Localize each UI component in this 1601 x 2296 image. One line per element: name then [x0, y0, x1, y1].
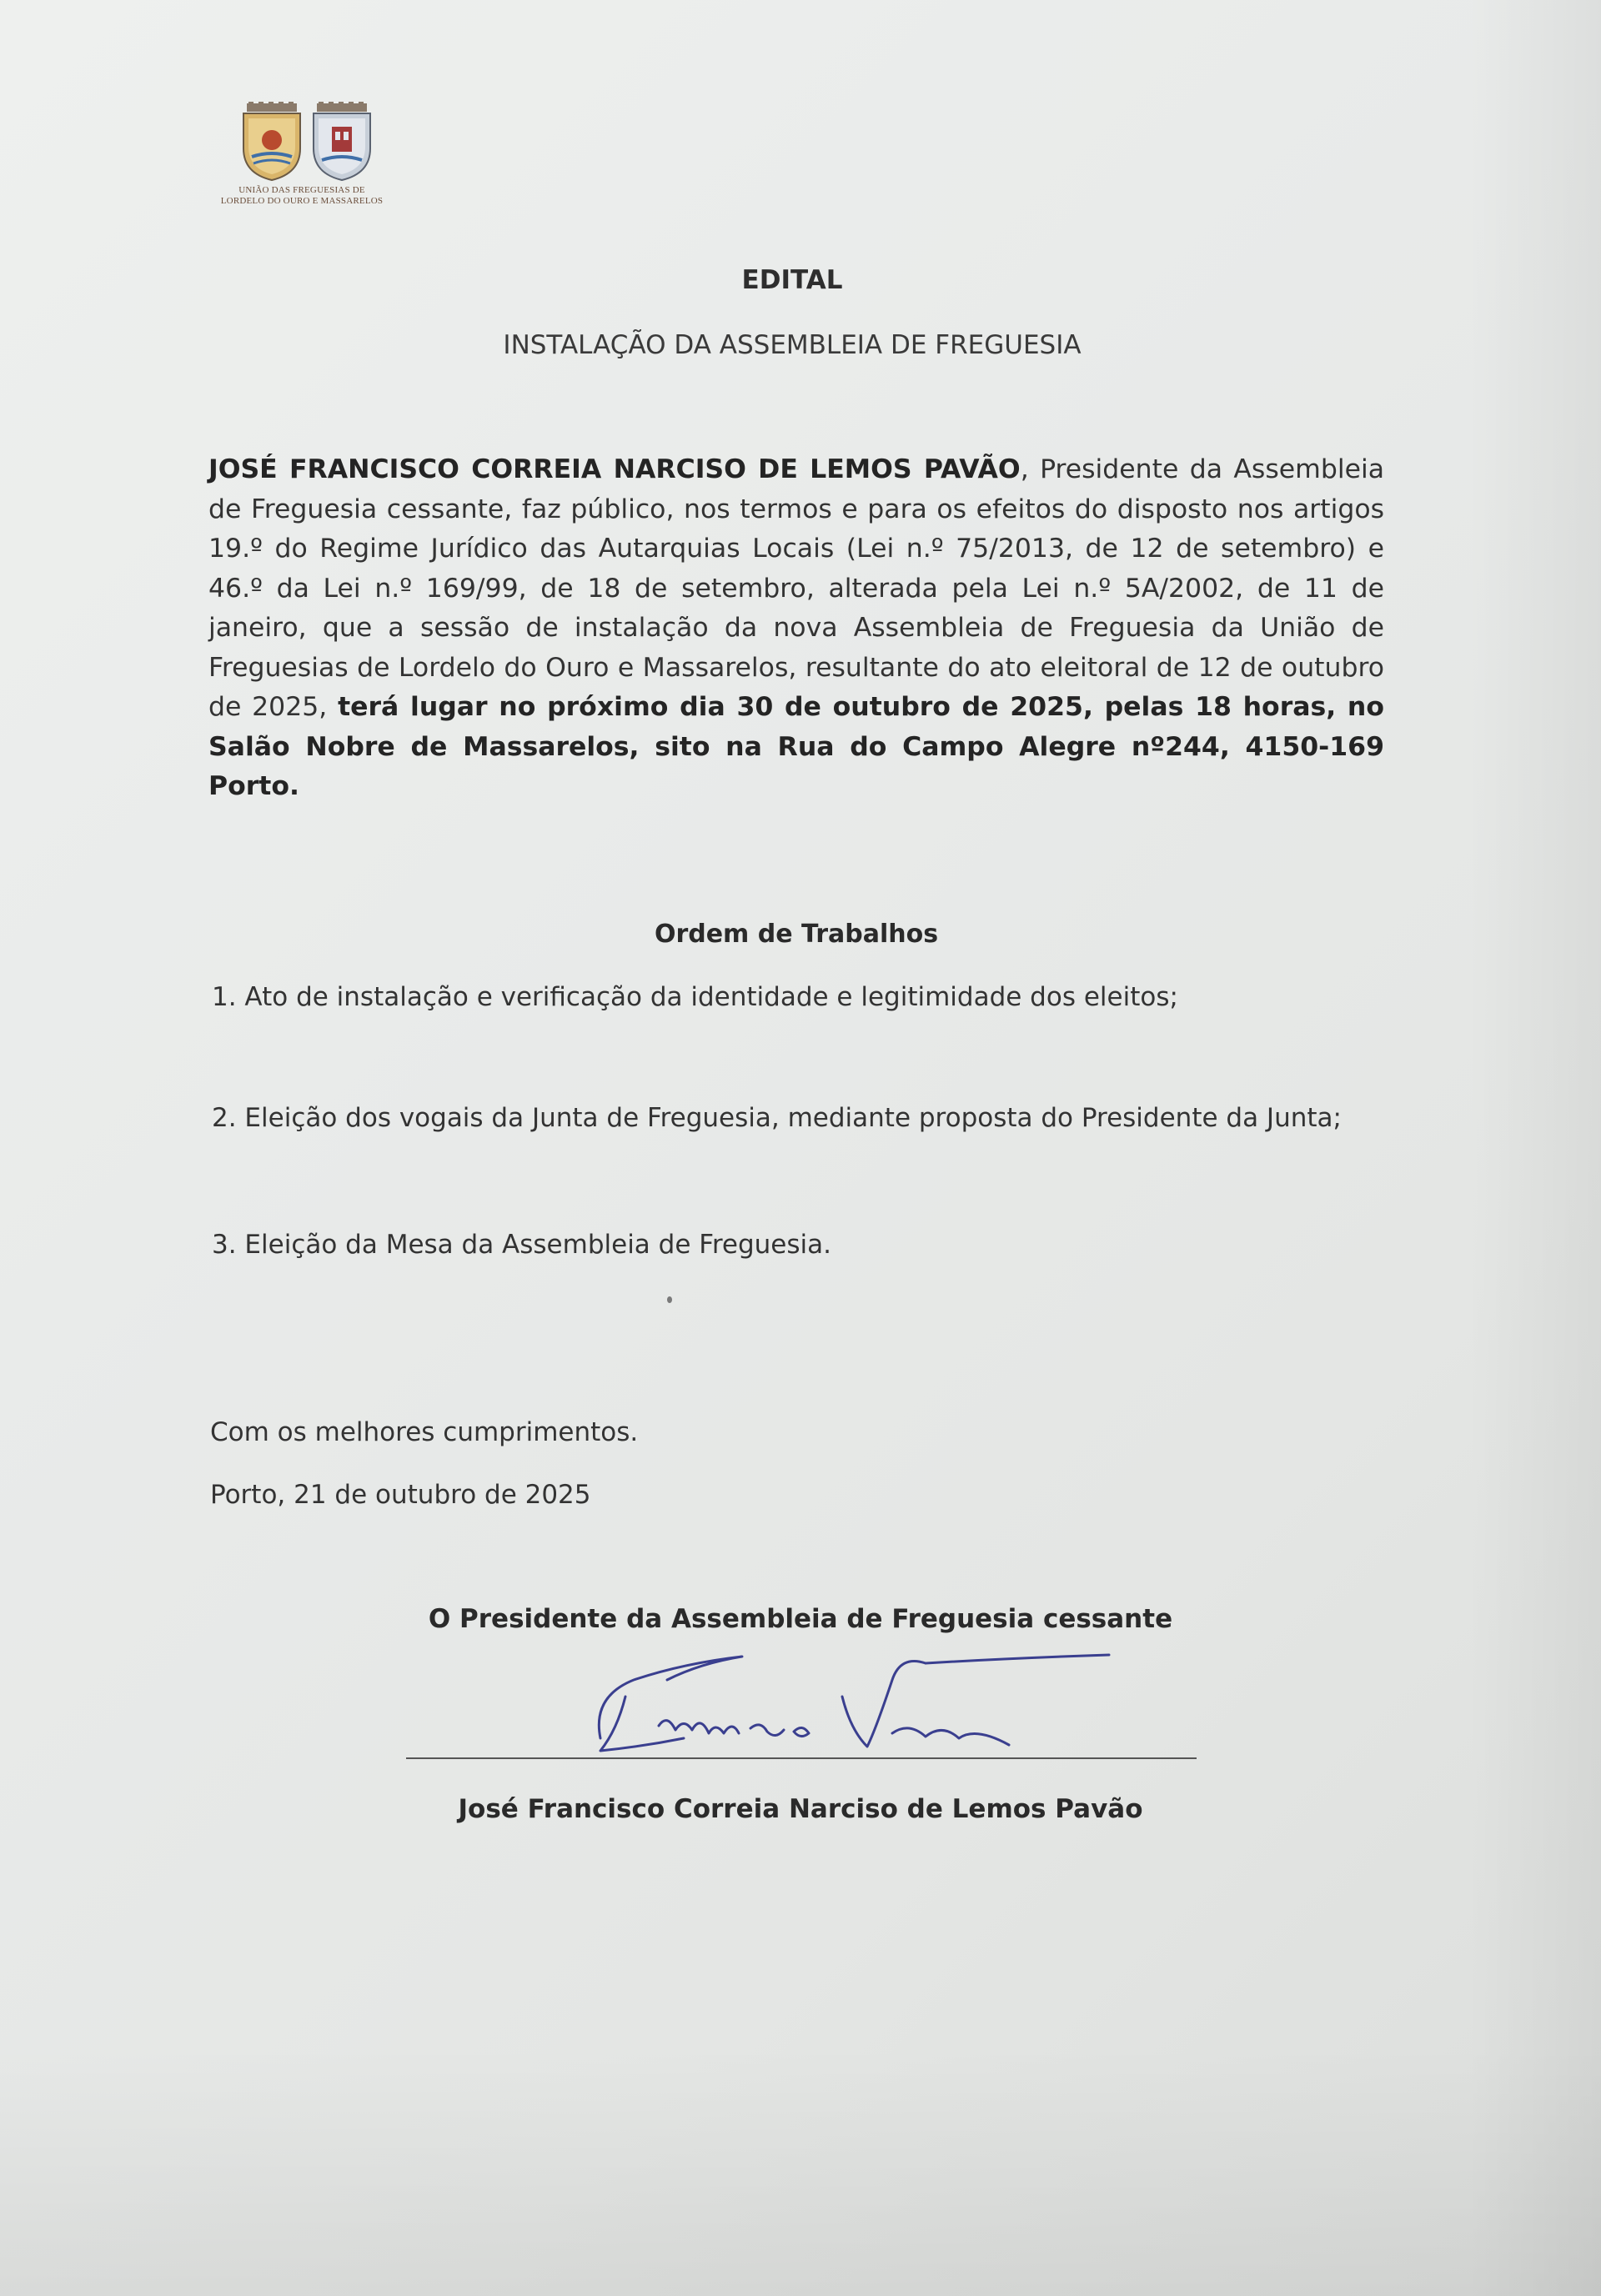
meeting-details: terá lugar no próximo dia 30 de outubro de 2025, pelas 18 horas, no Salão Nobre de Massarelos, sito na Rua do Campo Alegre nº244, 4150-169 Porto. — [208, 692, 1384, 801]
signatory-title: O Presidente da Assembleia de Freguesia cessante — [428, 1604, 1173, 1634]
notice-body — [208, 450, 1384, 807]
agenda-item: 2. Eleição dos vogais da Junta de Freguesia, mediante proposta do Presidente da Junta; — [212, 1103, 1342, 1133]
logo-caption-line-2: LORDELO DO OURO E MASSARELOS — [220, 196, 384, 206]
document-subtitle: INSTALAÇÃO DA ASSEMBLEIA DE FREGUESIA — [503, 330, 1082, 360]
logo-caption-line-1: UNIÃO DAS FREGUESIAS DE — [238, 185, 365, 195]
notice-text: , Presidente da Assembleia de Freguesia cessante, faz público, nos termos e para os efeitos do disposto nos artigos 19.º do Regime Jurídico das Autarquias Locais (Lei n.º 75/2013, de 12 de setembro) e 46.º da Lei n.º 169/99, de 18 de setembro, alterada pela Lei n.º 5A/2002, de 11 de janeiro, que a sessão de instalação da nova Assembleia de Freguesia da União de Freguesias de Lordelo do Ouro e Massarelos, resultante do ato eleitoral de 12 de outubro de 2025, — [208, 454, 1384, 722]
parish-logo — [218, 102, 385, 218]
president-name: JOSÉ FRANCISCO CORREIA NARCISO DE LEMOS PAVÃO — [208, 454, 1021, 484]
paper-shadow-bottom — [0, 2046, 1601, 2296]
agenda-item: 3. Eleição da Mesa da Assembleia de Freguesia. — [212, 1230, 831, 1260]
logo-caption — [218, 185, 385, 207]
signature-line — [406, 1757, 1197, 1759]
document-title: EDITAL — [741, 265, 843, 295]
signatory-name: José Francisco Correia Narciso de Lemos Pavão — [458, 1794, 1143, 1824]
agenda-title: Ordem de Trabalhos — [654, 920, 939, 949]
agenda-item: 1. Ato de instalação e verificação da identidade e legitimidade dos eleitos; — [212, 982, 1178, 1012]
place-date: Porto, 21 de outubro de 2025 — [210, 1480, 591, 1510]
paper-speck — [667, 1296, 672, 1303]
closing-greeting: Com os melhores cumprimentos. — [210, 1417, 639, 1447]
handwritten-signature — [575, 1647, 1126, 1763]
coat-of-arms-icon — [240, 102, 374, 182]
